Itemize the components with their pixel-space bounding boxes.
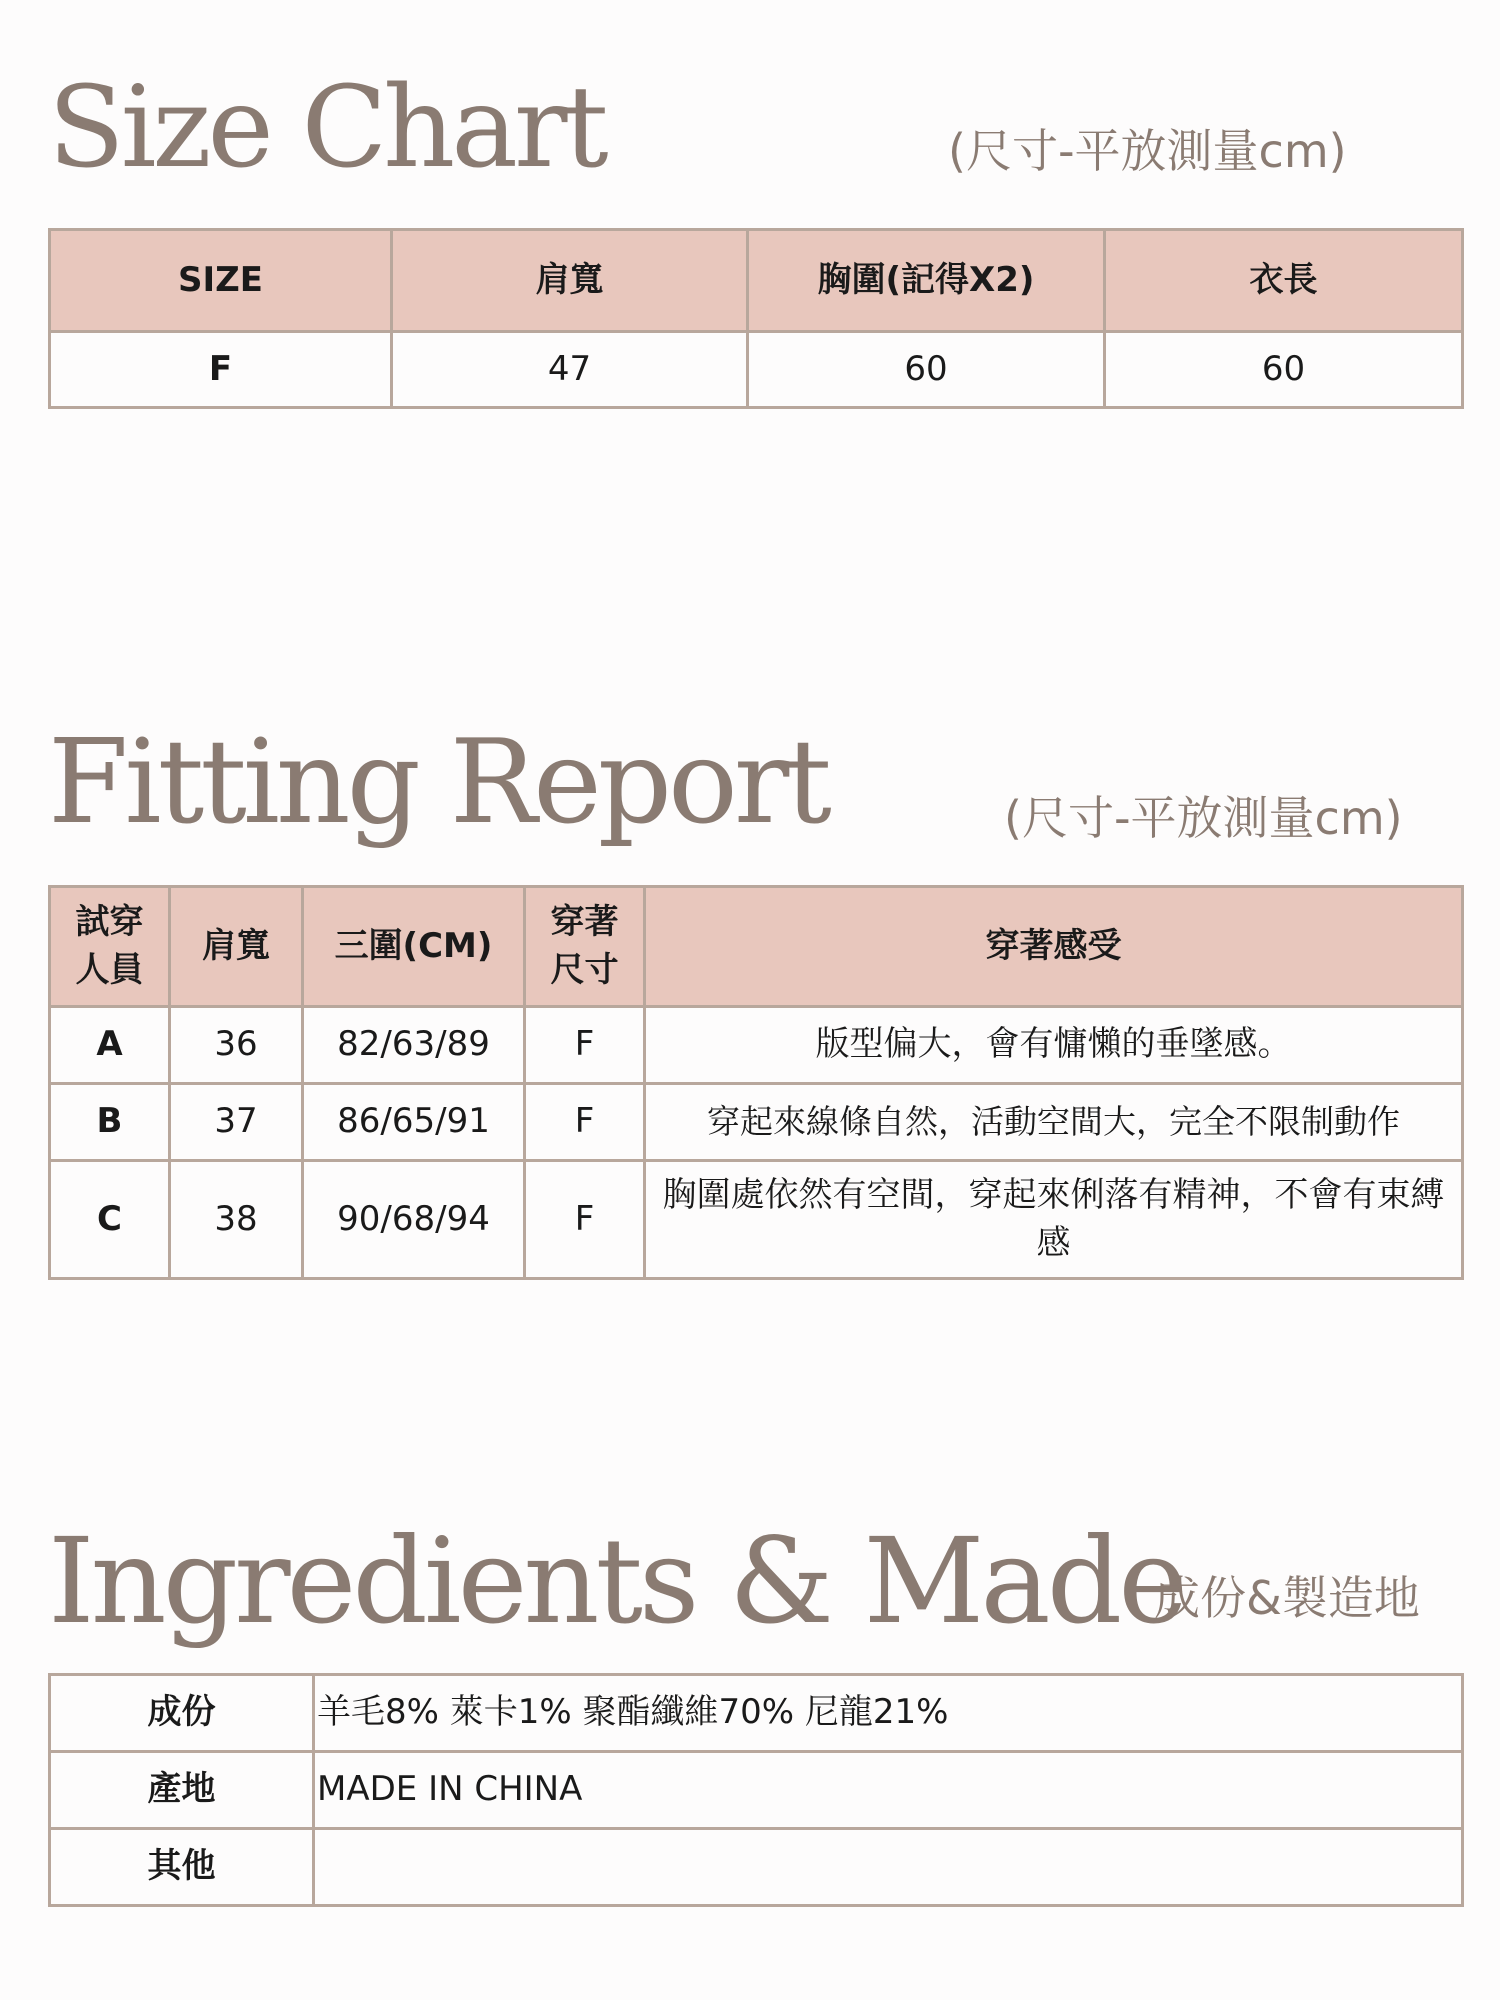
table-row — [50, 1752, 1463, 1829]
shoulder-width-value: 37 — [170, 1084, 303, 1161]
length-value: 60 — [1105, 332, 1463, 408]
size-value: F — [50, 332, 392, 408]
length-header: 衣長 — [1105, 230, 1463, 332]
size-chart-header-row — [50, 230, 1463, 332]
table-row — [50, 332, 1463, 408]
shoulder-width-header: 肩寬 — [170, 887, 303, 1007]
composition-label: 成份 — [50, 1675, 314, 1752]
composition-value: 羊毛8% 萊卡1% 聚酯纖維70% 尼龍21% — [314, 1675, 1463, 1752]
fitting-report-header-row — [50, 887, 1463, 1007]
tester-header-line1: 試穿 — [75, 901, 144, 942]
chest-header: 胸圍(記得X2) — [748, 230, 1105, 332]
chest-value: 60 — [748, 332, 1105, 408]
ingredients-title: Ingredients & Made — [48, 1512, 1185, 1650]
feeling-header: 穿著感受 — [645, 887, 1463, 1007]
shoulder-width-value: 36 — [170, 1007, 303, 1084]
fitting-report-title: Fitting Report — [48, 715, 828, 850]
size-chart-title: Size Chart — [48, 63, 605, 193]
feeling-value: 胸圍處依然有空間，穿起來俐落有精神，不會有束縛感 — [645, 1161, 1463, 1279]
table-row — [50, 1829, 1463, 1906]
size-chart-table — [48, 228, 1464, 409]
fitting-report-subtitle: (尺寸-平放測量cm) — [1004, 791, 1403, 845]
origin-value: MADE IN CHINA — [314, 1752, 1463, 1829]
worn-size-value: F — [525, 1007, 645, 1084]
measurements-header: 三圍(CM) — [303, 887, 525, 1007]
table-row — [50, 1007, 1463, 1084]
other-label: 其他 — [50, 1829, 314, 1906]
size-header: SIZE — [50, 230, 392, 332]
ingredients-table — [48, 1673, 1464, 1907]
table-row — [50, 1084, 1463, 1161]
table-row — [50, 1675, 1463, 1752]
shoulder-width-header: 肩寬 — [392, 230, 748, 332]
ingredients-subtitle: 成份&製造地 — [1154, 1571, 1420, 1625]
measurements-value: 90/68/94 — [303, 1161, 525, 1279]
tester-name: A — [50, 1007, 170, 1084]
table-row — [50, 1161, 1463, 1279]
feeling-value: 穿起來線條自然，活動空間大，完全不限制動作 — [645, 1084, 1463, 1161]
worn-size-value: F — [525, 1161, 645, 1279]
tester-header-line2: 人員 — [75, 949, 144, 990]
worn-size-value: F — [525, 1084, 645, 1161]
tester-name: C — [50, 1161, 170, 1279]
worn-size-header-line2: 尺寸 — [550, 949, 619, 990]
shoulder-width-value: 38 — [170, 1161, 303, 1279]
measurements-value: 82/63/89 — [303, 1007, 525, 1084]
shoulder-width-value: 47 — [392, 332, 748, 408]
measurements-value: 86/65/91 — [303, 1084, 525, 1161]
fitting-report-table — [48, 885, 1464, 1280]
tester-header — [50, 887, 170, 1007]
size-chart-subtitle: (尺寸-平放測量cm) — [948, 124, 1347, 178]
worn-size-header-line1: 穿著 — [550, 901, 619, 942]
feeling-value: 版型偏大，會有慵懶的垂墜感。 — [645, 1007, 1463, 1084]
other-value — [314, 1829, 1463, 1906]
origin-label: 產地 — [50, 1752, 314, 1829]
tester-name: B — [50, 1084, 170, 1161]
worn-size-header — [525, 887, 645, 1007]
